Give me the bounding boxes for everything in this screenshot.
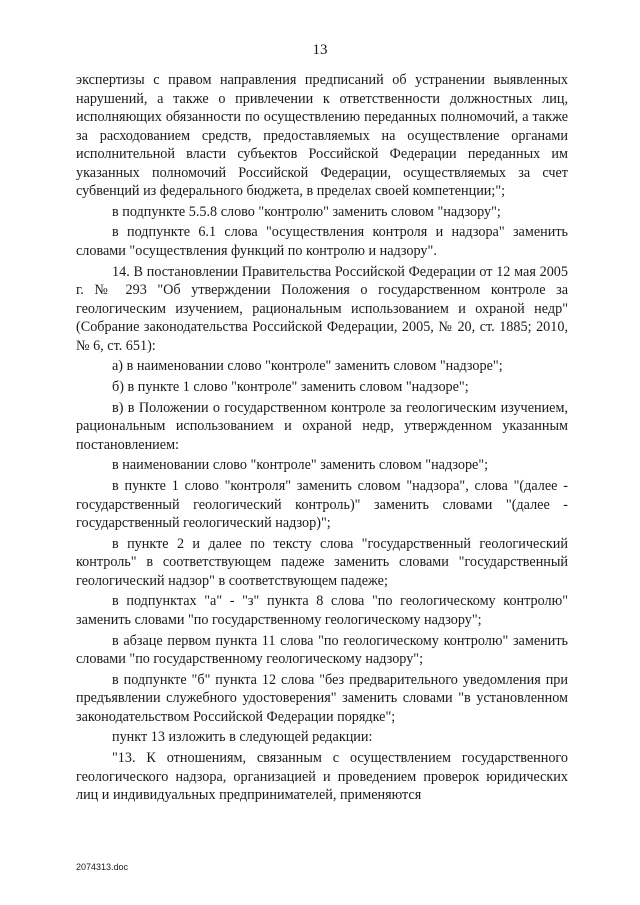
paragraph: в пункте 2 и далее по тексту слова "государственный геологический контроль" в соответствующем падеже заменить словами "государственный геологический надзор" в соответствующем падеже; bbox=[76, 535, 568, 589]
paragraph: 14. В постановлении Правительства Российской Федерации от 12 мая 2005 г. № 293 "Об утверждении Положения о государственном контроле за геологическим изучением, рациональным использованием и охраной недр" (Собрание законодательства Российской Федерации, 2005, № 20, ст. 1885; 2010, № 6, ст. 651): bbox=[76, 263, 568, 354]
paragraph: в подпунктах "а" - "з" пункта 8 слова "по геологическому контролю" заменить словами "по государственному геологическому надзору"; bbox=[76, 593, 568, 628]
footer-filename: 2074313.doc bbox=[76, 862, 129, 872]
paragraph: б) в пункте 1 слово "контроле" заменить словом "надзоре"; bbox=[112, 378, 469, 395]
page-number: 13 bbox=[312, 42, 328, 58]
paragraph: в) в Положении о государственном контроле за геологическим изучением, рациональным использованием и охраной недр, утвержденном указанным постановлением: bbox=[76, 399, 568, 453]
paragraph: в подпункте "б" пункта 12 слова "без предварительного уведомления при предъявлении служебного удостоверения" заменить словами "в установленном законодательством Российской Федерации порядке"; bbox=[76, 671, 568, 725]
paragraph: "13. К отношениям, связанным с осуществлением государственного геологического надзора, организацией и проведением проверок юридических лиц и индивидуальных предпринимателей, применяются bbox=[76, 750, 568, 804]
paragraph: а) в наименовании слово "контроле" заменить словом "надзоре"; bbox=[112, 358, 503, 375]
paragraph: пункт 13 изложить в следующей редакции: bbox=[112, 729, 373, 746]
paragraph: в пункте 1 слово "контроля" заменить словом "надзора", слова "(далее - государственный геологический контроль)" заменить словами "(далее - государственный геологический надзор)"; bbox=[76, 478, 568, 531]
paragraph: экспертизы с правом направления предписаний об устранении выявленных нарушений, а также о привлечении к ответственности должностных лиц, исполняющих обязанности по осуществлению переданных полномочий, а также за расходованием средств, предоставляемых на осуществление органами исполнительной власти субъектов Российской Федерации переданных им указанных полномочий Российской Федерации, осуществляемых за счет субвенций из федерального бюджета, в пределах своей компетенции;"; bbox=[76, 72, 568, 199]
paragraph: в подпункте 5.5.8 слово "контролю" заменить словом "надзору"; bbox=[112, 203, 501, 220]
paragraph: в подпункте 6.1 слова "осуществления контроля и надзора" заменить словами "осуществления функций по контролю и надзору". bbox=[76, 224, 568, 259]
paragraph: в наименовании слово "контроле" заменить словом "надзоре"; bbox=[112, 457, 489, 474]
document-body bbox=[76, 71, 568, 807]
paragraph: в абзаце первом пункта 11 слова "по геологическому контролю" заменить словами "по государственному геологическому надзору"; bbox=[76, 632, 568, 668]
